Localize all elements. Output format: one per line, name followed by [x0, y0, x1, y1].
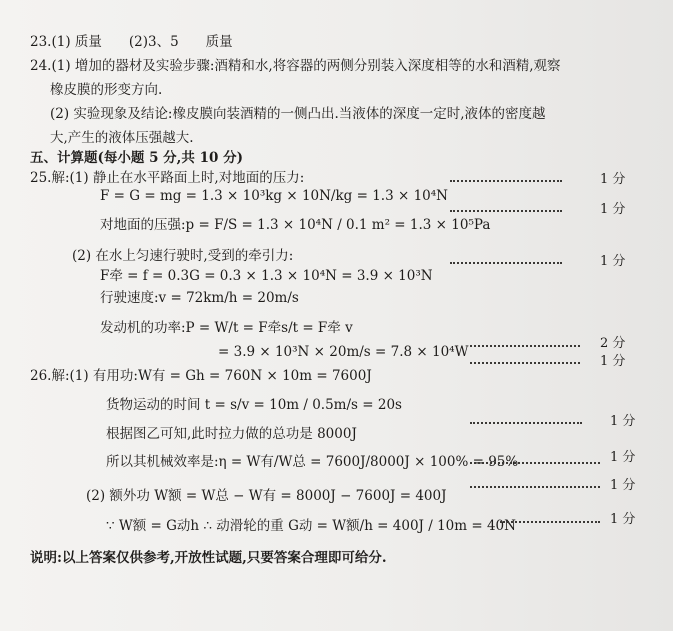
score-leader — [470, 362, 580, 364]
answer-25-2-intro: (2) 在水上匀速行驶时,受到的牵引力: — [72, 248, 294, 264]
answer-24-1: 24.(1) 增加的器材及实验步骤:酒精和水,将容器的两侧分别装入深度相等的水和酒精,观察 — [30, 58, 561, 74]
score-leader — [450, 210, 562, 212]
score-leader — [450, 180, 562, 182]
score: 1 分 — [600, 254, 626, 269]
score: 1 分 — [600, 354, 626, 369]
score-leader — [500, 521, 600, 523]
answer-24-2-cont: 大,产生的液体压强越大. — [50, 130, 194, 146]
answer-26-2-extra-work: (2) 额外功 W额 = W总 − W有 = 8000J − 7600J = 400J — [86, 488, 447, 504]
section-five-heading: 五、计算题(每小题 5 分,共 10 分) — [30, 150, 243, 166]
score: 1 分 — [610, 414, 636, 429]
answer-26-1-total-work: 根据图乙可知,此时拉力做的总功是 8000J — [106, 426, 357, 442]
score-leader — [470, 422, 582, 424]
answer-23: 23.(1) 质量 (2)3、5 质量 — [30, 34, 233, 50]
answer-25-2-speed: 行驶速度:v = 72km/h = 20m/s — [100, 290, 299, 306]
answer-26-1-efficiency: 所以其机械效率是:η = W有/W总 = 7600J/8000J × 100% = 95% — [106, 454, 519, 470]
note: 说明:以上答案仅供参考,开放性试题,只要答案合理即可给分. — [30, 550, 387, 566]
score: 1 分 — [610, 478, 636, 493]
score-leader — [450, 262, 562, 264]
score: 1 分 — [600, 202, 626, 217]
answer-25-2-traction: F牵 = f = 0.3G = 0.3 × 1.3 × 10⁴N = 3.9 × 10³N — [100, 268, 433, 284]
answer-25-2-power-result: = 3.9 × 10³N × 20m/s = 7.8 × 10⁴W — [218, 344, 469, 360]
score: 1 分 — [610, 512, 636, 527]
answer-24-2: (2) 实验现象及结论:橡皮膜向装酒精的一侧凸出.当液体的深度一定时,液体的密度越 — [50, 106, 546, 122]
score: 2 分 — [600, 336, 626, 351]
score: 1 分 — [600, 172, 626, 187]
answer-26-2-pulley-weight: ∵ W额 = G动h ∴ 动滑轮的重 G动 = W额/h = 400J / 10m = 40N — [106, 518, 516, 534]
answer-24-1-cont: 橡皮膜的形变方向. — [50, 82, 163, 98]
score-leader — [470, 486, 600, 488]
score-leader — [470, 462, 600, 464]
answer-25-2-power: 发动机的功率:P = W/t = F牵s/t = F牵 v — [100, 320, 353, 336]
answer-25-1-intro: 25.解:(1) 静止在水平路面上时,对地面的压力: — [30, 170, 305, 186]
answer-25-1-force: F = G = mg = 1.3 × 10³kg × 10N/kg = 1.3 × 10⁴N — [100, 188, 448, 204]
answer-25-1-pressure: 对地面的压强:p = F/S = 1.3 × 10⁴N / 0.1 m² = 1.3 × 10⁵Pa — [100, 217, 491, 233]
answer-26-1-useful-work: 26.解:(1) 有用功:W有 = Gh = 760N × 10m = 7600J — [30, 368, 372, 384]
answer-26-1-time: 货物运动的时间 t = s/v = 10m / 0.5m/s = 20s — [106, 397, 402, 413]
score: 1 分 — [610, 450, 636, 465]
score-leader — [470, 345, 580, 347]
